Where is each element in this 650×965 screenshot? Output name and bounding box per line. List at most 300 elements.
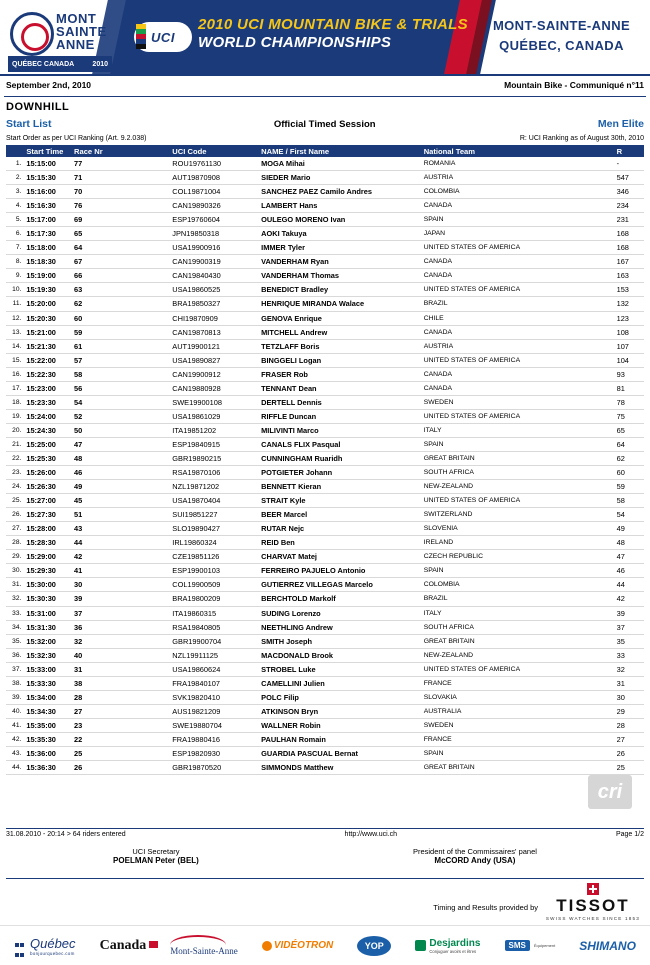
rider-uci-code: CAN19890326 <box>169 199 258 213</box>
rider-name: MITCHELL Andrew <box>258 325 421 339</box>
rider-national-team: UNITED STATES OF AMERICA <box>421 353 614 367</box>
rider-race-number: 30 <box>71 578 109 592</box>
rider-name: IMMER Tyler <box>258 241 421 255</box>
rider-start-time: 15:31:30 <box>23 620 71 634</box>
table-row <box>6 620 644 634</box>
col-index <box>6 145 23 157</box>
secretary-role: UCI Secretary <box>132 847 180 856</box>
rider-national-team: FRANCE <box>421 732 614 746</box>
rider-name: DERTELL Dennis <box>258 395 421 409</box>
rider-name: MOGA Mihai <box>258 157 421 171</box>
rider-race-number: 63 <box>71 283 109 297</box>
rider-start-time: 15:30:00 <box>23 578 71 592</box>
rider-name: CANALS FLIX Pasqual <box>258 437 421 451</box>
rider-start-time: 15:26:30 <box>23 480 71 494</box>
rider-ranking: 28 <box>614 718 644 732</box>
rider-index: 34. <box>6 620 23 634</box>
rider-start-time: 15:35:00 <box>23 718 71 732</box>
rider-spacer <box>109 761 170 775</box>
rider-index: 17. <box>6 381 23 395</box>
rider-start-time: 15:15:00 <box>23 157 71 171</box>
rider-start-time: 15:34:30 <box>23 704 71 718</box>
rider-spacer <box>109 283 170 297</box>
rider-ranking: 167 <box>614 255 644 269</box>
rider-uci-code: CHI19870909 <box>169 311 258 325</box>
rider-uci-code: AUS19821209 <box>169 704 258 718</box>
table-row <box>6 381 644 395</box>
rider-index: 37. <box>6 662 23 676</box>
rider-national-team: GREAT BRITAIN <box>421 451 614 465</box>
rider-uci-code: BRA19850327 <box>169 297 258 311</box>
table-row <box>6 634 644 648</box>
rider-race-number: 32 <box>71 634 109 648</box>
rider-race-number: 45 <box>71 494 109 508</box>
rider-index: 35. <box>6 634 23 648</box>
rider-uci-code: RSA19840805 <box>169 620 258 634</box>
rider-national-team: AUSTRALIA <box>421 704 614 718</box>
rider-spacer <box>109 704 170 718</box>
rider-race-number: 71 <box>71 171 109 185</box>
start-list-table <box>6 145 644 775</box>
rider-start-time: 15:24:30 <box>23 423 71 437</box>
rider-index: 14. <box>6 339 23 353</box>
rider-start-time: 15:18:00 <box>23 241 71 255</box>
rider-index: 18. <box>6 395 23 409</box>
rider-ranking: 168 <box>614 227 644 241</box>
event-title-line-1: 2010 UCI MOUNTAIN BIKE & TRIALS <box>198 16 468 33</box>
table-row <box>6 690 644 704</box>
rider-index: 6. <box>6 227 23 241</box>
uci-stripes-icon <box>136 24 146 50</box>
rider-spacer <box>109 423 170 437</box>
rider-index: 16. <box>6 367 23 381</box>
rider-start-time: 15:23:00 <box>23 381 71 395</box>
rider-spacer <box>109 297 170 311</box>
table-row <box>6 241 644 255</box>
ranking-note: R: UCI Ranking as of August 30th, 2010 <box>519 135 644 142</box>
table-row <box>6 325 644 339</box>
rider-ranking: 108 <box>614 325 644 339</box>
rider-name: SANCHEZ PAEZ Camilo Andres <box>258 185 421 199</box>
table-row <box>6 522 644 536</box>
rider-national-team: AUSTRIA <box>421 339 614 353</box>
rider-index: 20. <box>6 423 23 437</box>
rider-uci-code: COL19900509 <box>169 578 258 592</box>
table-row <box>6 480 644 494</box>
rider-start-time: 15:32:30 <box>23 648 71 662</box>
rider-start-time: 15:29:30 <box>23 564 71 578</box>
rider-ranking: 33 <box>614 648 644 662</box>
table-row <box>6 227 644 241</box>
rider-race-number: 62 <box>71 297 109 311</box>
mont-sainte-anne-logo <box>8 6 112 68</box>
rider-start-time: 15:17:30 <box>23 227 71 241</box>
sponsor-quebec-sub: bonjourquebec.com <box>30 950 75 956</box>
notes-row <box>6 135 644 142</box>
rider-ranking: 234 <box>614 199 644 213</box>
footer-divider-bottom <box>6 878 644 879</box>
rider-race-number: 27 <box>71 704 109 718</box>
rider-ranking: 26 <box>614 746 644 760</box>
rider-spacer <box>109 325 170 339</box>
rider-uci-code: CAN19840430 <box>169 269 258 283</box>
rider-national-team: FRANCE <box>421 676 614 690</box>
rider-start-time: 15:32:00 <box>23 634 71 648</box>
rider-spacer <box>109 185 170 199</box>
table-row <box>6 508 644 522</box>
table-row <box>6 367 644 381</box>
table-body <box>6 157 644 775</box>
rider-index: 7. <box>6 241 23 255</box>
logo-bottom-bar <box>8 56 112 72</box>
table-row <box>6 592 644 606</box>
rider-name: HENRIQUE MIRANDA Walace <box>258 297 421 311</box>
rider-spacer <box>109 395 170 409</box>
table-row <box>6 761 644 775</box>
sponsor-band <box>0 925 650 965</box>
table-row <box>6 269 644 283</box>
rider-start-time: 15:36:30 <box>23 761 71 775</box>
msa-arc-icon <box>170 935 226 945</box>
rider-national-team: JAPAN <box>421 227 614 241</box>
tissot-logo <box>546 883 640 921</box>
uci-logo-text: UCI <box>151 29 175 45</box>
rider-uci-code: SLO19890427 <box>169 522 258 536</box>
rider-race-number: 28 <box>71 690 109 704</box>
rider-national-team: SWEDEN <box>421 718 614 732</box>
session-row <box>6 118 644 130</box>
footer-page-number: Page 1/2 <box>615 831 644 838</box>
president-role: President of the Commissaires' panel <box>412 847 537 856</box>
sponsor-videotron-name: VIDÉOTRON <box>273 940 334 951</box>
rider-name: LAMBERT Hans <box>258 199 421 213</box>
rider-national-team: SPAIN <box>421 437 614 451</box>
table-row <box>6 746 644 760</box>
timing-provider-text: Timing and Results provided by <box>433 903 538 912</box>
rider-ranking: 29 <box>614 704 644 718</box>
rider-index: 28. <box>6 536 23 550</box>
rider-ranking: - <box>614 157 644 171</box>
rider-race-number: 37 <box>71 606 109 620</box>
president-name: McCORD Andy (USA) <box>434 856 516 865</box>
rider-start-time: 15:27:30 <box>23 508 71 522</box>
table-header <box>6 145 644 157</box>
rider-name: RUTAR Nejc <box>258 522 421 536</box>
rider-name: REID Ben <box>258 536 421 550</box>
rider-index: 25. <box>6 494 23 508</box>
table-row <box>6 732 644 746</box>
table-row <box>6 704 644 718</box>
col-uci-code: UCI Code <box>169 145 258 157</box>
rider-national-team: ITALY <box>421 423 614 437</box>
rider-index: 22. <box>6 451 23 465</box>
rider-national-team: GREAT BRITAIN <box>421 761 614 775</box>
table-row <box>6 297 644 311</box>
rider-spacer <box>109 746 170 760</box>
rider-ranking: 93 <box>614 367 644 381</box>
rider-race-number: 40 <box>71 648 109 662</box>
rider-start-time: 15:20:00 <box>23 297 71 311</box>
rider-national-team: SWEDEN <box>421 395 614 409</box>
rider-race-number: 67 <box>71 255 109 269</box>
category-label: Men Elite <box>597 118 644 130</box>
rider-index: 19. <box>6 409 23 423</box>
rider-race-number: 48 <box>71 451 109 465</box>
rider-name: SMITH Joseph <box>258 634 421 648</box>
rider-ranking: 30 <box>614 690 644 704</box>
rider-race-number: 47 <box>71 437 109 451</box>
rider-ranking: 54 <box>614 508 644 522</box>
rider-spacer <box>109 437 170 451</box>
rider-index: 3. <box>6 185 23 199</box>
communique-label: Mountain Bike - Communiqué n°11 <box>504 80 644 90</box>
rider-race-number: 61 <box>71 339 109 353</box>
rider-spacer <box>109 732 170 746</box>
rider-uci-code: SWE19900108 <box>169 395 258 409</box>
rider-ranking: 65 <box>614 423 644 437</box>
rider-spacer <box>109 466 170 480</box>
table-row <box>6 536 644 550</box>
col-race-nr: Race Nr <box>71 145 109 157</box>
rider-national-team: UNITED STATES OF AMERICA <box>421 409 614 423</box>
rider-spacer <box>109 311 170 325</box>
sponsor-yop <box>357 936 391 956</box>
sponsor-sms-name: SMS <box>505 940 530 951</box>
rider-national-team: GREAT BRITAIN <box>421 634 614 648</box>
rider-race-number: 46 <box>71 466 109 480</box>
rider-race-number: 64 <box>71 241 109 255</box>
rider-spacer <box>109 718 170 732</box>
rider-national-team: IRELAND <box>421 536 614 550</box>
rider-spacer <box>109 578 170 592</box>
rider-national-team: CANADA <box>421 325 614 339</box>
rider-ranking: 132 <box>614 297 644 311</box>
table-row <box>6 283 644 297</box>
rider-spacer <box>109 381 170 395</box>
rider-name: FRASER Rob <box>258 367 421 381</box>
rider-ranking: 75 <box>614 409 644 423</box>
rider-start-time: 15:25:00 <box>23 437 71 451</box>
session-label: Official Timed Session <box>273 119 376 130</box>
logo-bar-left: QUÉBEC CANADA <box>12 60 75 68</box>
rider-national-team: BRAZIL <box>421 297 614 311</box>
table-row <box>6 578 644 592</box>
rider-spacer <box>109 536 170 550</box>
rider-ranking: 49 <box>614 522 644 536</box>
rider-national-team: CZECH REPUBLIC <box>421 550 614 564</box>
rider-start-time: 15:23:30 <box>23 395 71 409</box>
rider-ranking: 59 <box>614 480 644 494</box>
rider-start-time: 15:33:00 <box>23 662 71 676</box>
rider-national-team: SWITZERLAND <box>421 508 614 522</box>
rider-national-team: SOUTH AFRICA <box>421 466 614 480</box>
rider-spacer <box>109 676 170 690</box>
rider-name: OULEGO MORENO Ivan <box>258 213 421 227</box>
desjardins-square-icon <box>415 940 426 951</box>
rider-uci-code: ESP19760604 <box>169 213 258 227</box>
rider-uci-code: JPN19850318 <box>169 227 258 241</box>
rider-national-team: COLOMBIA <box>421 185 614 199</box>
rider-race-number: 58 <box>71 367 109 381</box>
rider-name: MILIVINTI Marco <box>258 423 421 437</box>
president-block <box>413 847 537 865</box>
rider-uci-code: ESP19840915 <box>169 437 258 451</box>
rider-name: GUARDIA PASCUAL Bernat <box>258 746 421 760</box>
rider-national-team: ITALY <box>421 606 614 620</box>
rider-race-number: 43 <box>71 522 109 536</box>
rider-name: VANDERHAM Thomas <box>258 269 421 283</box>
rider-start-time: 15:31:00 <box>23 606 71 620</box>
table-row <box>6 606 644 620</box>
table-row <box>6 423 644 437</box>
rider-national-team: CANADA <box>421 269 614 283</box>
tissot-tagline: SWISS WATCHES SINCE 1853 <box>545 916 640 921</box>
table-row <box>6 648 644 662</box>
sponsor-desjardins <box>415 938 480 954</box>
table-row <box>6 437 644 451</box>
rider-uci-code: FRA19840107 <box>169 676 258 690</box>
table-row <box>6 185 644 199</box>
footer-divider-top <box>6 828 644 829</box>
rider-race-number: 41 <box>71 564 109 578</box>
rider-start-time: 15:29:00 <box>23 550 71 564</box>
rider-name: ATKINSON Bryn <box>258 704 421 718</box>
rider-uci-code: AUT19870908 <box>169 171 258 185</box>
rider-uci-code: NZL19911125 <box>169 648 258 662</box>
rider-uci-code: ITA19851202 <box>169 423 258 437</box>
rider-uci-code: GBR19890215 <box>169 451 258 465</box>
rider-ranking: 37 <box>614 620 644 634</box>
rider-national-team: CANADA <box>421 255 614 269</box>
rider-spacer <box>109 255 170 269</box>
rider-ranking: 60 <box>614 466 644 480</box>
rider-uci-code: SVK19820410 <box>169 690 258 704</box>
date-bar <box>0 74 650 96</box>
rider-national-team: CHILE <box>421 311 614 325</box>
rider-spacer <box>109 550 170 564</box>
logo-brand-text <box>56 12 107 51</box>
rider-uci-code: FRA19880416 <box>169 732 258 746</box>
rider-start-time: 15:19:00 <box>23 269 71 283</box>
venue-block <box>479 16 644 56</box>
rider-name: VANDERHAM Ryan <box>258 255 421 269</box>
rider-name: CUNNINGHAM Ruaridh <box>258 451 421 465</box>
table-row <box>6 494 644 508</box>
rider-uci-code: CAN19870813 <box>169 325 258 339</box>
table-row <box>6 353 644 367</box>
rider-ranking: 107 <box>614 339 644 353</box>
watermark-logo: cri <box>588 775 632 809</box>
rider-start-time: 15:28:30 <box>23 536 71 550</box>
rider-name: BERCHTOLD Markolf <box>258 592 421 606</box>
rider-name: NEETHLING Andrew <box>258 620 421 634</box>
rider-index: 23. <box>6 466 23 480</box>
videotron-dot-icon <box>262 941 272 951</box>
rider-ranking: 35 <box>614 634 644 648</box>
rider-national-team: SPAIN <box>421 564 614 578</box>
col-national-team: National Team <box>421 145 614 157</box>
rider-index: 10. <box>6 283 23 297</box>
venue-line-1: MONT-SAINTE-ANNE <box>492 18 631 33</box>
rider-name: FERREIRO PAJUELO Antonio <box>258 564 421 578</box>
rider-national-team: CANADA <box>421 199 614 213</box>
rider-start-time: 15:24:00 <box>23 409 71 423</box>
rider-uci-code: CAN19900319 <box>169 255 258 269</box>
table-row <box>6 157 644 171</box>
rider-index: 44. <box>6 761 23 775</box>
rider-name: CHARVAT Matej <box>258 550 421 564</box>
logo-line-1: MONT <box>56 11 97 26</box>
rider-uci-code: ESP19900103 <box>169 564 258 578</box>
rider-spacer <box>109 339 170 353</box>
rider-name: BENNETT Kieran <box>258 480 421 494</box>
rider-name: POTGIETER Johann <box>258 466 421 480</box>
sponsor-yop-name: YOP <box>357 936 391 956</box>
rider-start-time: 15:15:30 <box>23 171 71 185</box>
rider-race-number: 51 <box>71 508 109 522</box>
rider-uci-code: RSA19870106 <box>169 466 258 480</box>
rider-index: 21. <box>6 437 23 451</box>
rider-start-time: 15:20:30 <box>23 311 71 325</box>
secretary-block <box>113 847 199 865</box>
event-date: September 2nd, 2010 <box>6 80 92 90</box>
footer-url[interactable]: http://www.uci.ch <box>344 831 398 838</box>
rider-index: 31. <box>6 578 23 592</box>
rider-uci-code: CAN19900912 <box>169 367 258 381</box>
rider-index: 1. <box>6 157 23 171</box>
rider-start-time: 15:17:00 <box>23 213 71 227</box>
footer-signatures <box>6 847 644 865</box>
rider-national-team: SPAIN <box>421 213 614 227</box>
rider-spacer <box>109 522 170 536</box>
rider-race-number: 69 <box>71 213 109 227</box>
table-row <box>6 466 644 480</box>
rider-national-team: UNITED STATES OF AMERICA <box>421 241 614 255</box>
rider-ranking: 64 <box>614 437 644 451</box>
event-title-line-2: WORLD CHAMPIONSHIPS <box>198 34 392 51</box>
rider-spacer <box>109 634 170 648</box>
rider-uci-code: USA19861029 <box>169 409 258 423</box>
secretary-name: POELMAN Peter (BEL) <box>113 856 199 865</box>
rider-ranking: 62 <box>614 451 644 465</box>
rider-name: SIEDER Mario <box>258 171 421 185</box>
rider-spacer <box>109 227 170 241</box>
table-row <box>6 311 644 325</box>
table-row <box>6 339 644 353</box>
rider-index: 36. <box>6 648 23 662</box>
rider-spacer <box>109 199 170 213</box>
rider-national-team: COLOMBIA <box>421 578 614 592</box>
header-banner <box>0 0 650 74</box>
sponsor-msa <box>170 935 238 956</box>
rider-index: 2. <box>6 171 23 185</box>
rider-start-time: 15:16:00 <box>23 185 71 199</box>
rider-national-team: NEW-ZEALAND <box>421 648 614 662</box>
rider-name: BEER Marcel <box>258 508 421 522</box>
rider-race-number: 26 <box>71 761 109 775</box>
rider-spacer <box>109 367 170 381</box>
rider-national-team: CANADA <box>421 381 614 395</box>
table-row <box>6 395 644 409</box>
rider-index: 4. <box>6 199 23 213</box>
logo-ring-icon <box>10 12 54 56</box>
table-row <box>6 718 644 732</box>
sponsor-quebec <box>14 936 76 956</box>
rider-spacer <box>109 620 170 634</box>
sponsor-sms <box>505 940 556 951</box>
rider-national-team: UNITED STATES OF AMERICA <box>421 662 614 676</box>
rider-ranking: 44 <box>614 578 644 592</box>
